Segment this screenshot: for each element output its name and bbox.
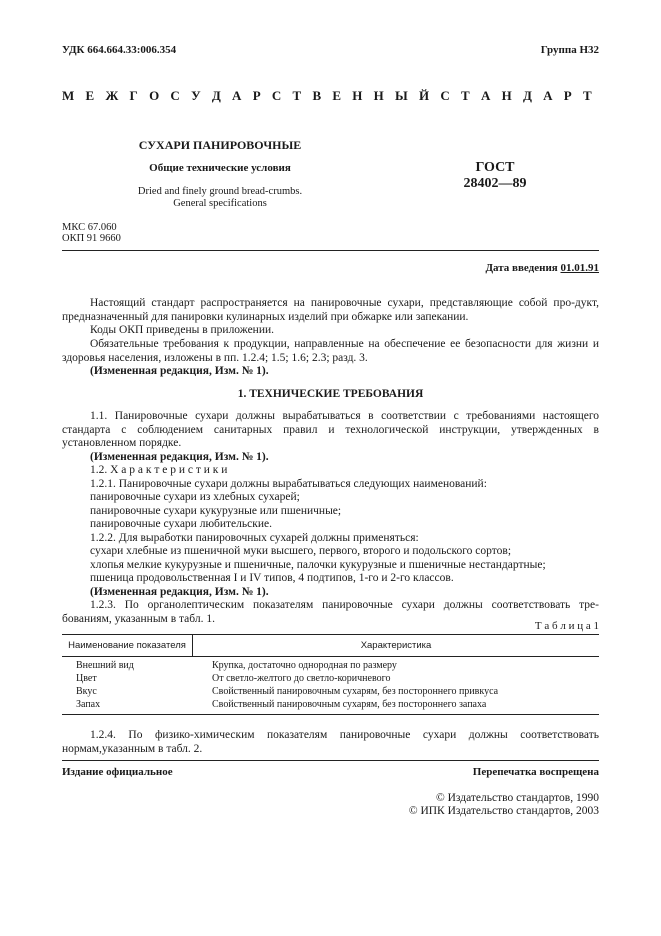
table-cell-characteristic: Крупка, достаточно однородная по размеру (212, 660, 397, 671)
official-edition: Издание официальное (62, 766, 173, 778)
reprint-prohibited: Перепечатка воспрещена (472, 766, 599, 778)
introduction-date-label: Дата введения (485, 262, 558, 274)
list-item: пшеница продовольственная I и IV типов, 4 подтипов, 1-го и 2-го классов. (90, 572, 454, 584)
gost-label: ГОСТ (475, 160, 515, 175)
clause-1-2: 1.2. Х а р а к т е р и с т и к и (90, 464, 228, 476)
udk-code: УДК 664.664.33:006.354 (62, 44, 177, 56)
clause-1-1: 1.1. Панировочные сухари должны вырабатываться в соответствии с требованиями настоящего стандарта с соблюдением санитарных правил и технологической инструкции, утвержденных в установленном порядке. (62, 410, 599, 450)
banner-interstate-standard: М Е Ж Г О С У Д А Р С Т В Е Н Н Ы Й С Т А Н Д А Р Т (62, 88, 595, 103)
table-top-border (62, 634, 599, 635)
intro-paragraph-2: Коды ОКП приведены в приложении. (90, 324, 275, 336)
table-cell-indicator: Внешний вид (76, 660, 134, 671)
table-cell-indicator: Вкус (76, 686, 97, 697)
english-title-line2: General specifications (173, 198, 267, 209)
clause-1-2-2: 1.2.2. Для выработки панировочных сухарей должны применяться: (90, 532, 419, 544)
group-code: Группа Н32 (540, 44, 599, 56)
clause-1-2-3: 1.2.3. По органолептическим показателям панировочные сухари должны соответствовать тре-бованиям, указанным в табл. 1. (62, 599, 599, 625)
table-header-indicator: Наименование показателя (68, 640, 186, 651)
section-1-heading: 1. ТЕХНИЧЕСКИЕ ТРЕБОВАНИЯ (237, 388, 424, 400)
list-item: панировочные сухари кукурузные или пшеничные; (90, 505, 342, 517)
intro-paragraph-1: Настоящий стандарт распространяется на панировочные сухари, представляющие собой про-дукт, предназначенный для панировки кулинарных изделий при обжарке или запекании. (62, 297, 599, 323)
intro-paragraph-3: Обязательные требования к продукции, направленные на обеспечение ее безопасности для жизни и здоровья населения, изложены в пп. 1.2.4; 1.5; 1.6; 2.3; разд. 3. (62, 338, 599, 364)
table-header-border (62, 656, 599, 657)
okp-code: ОКП 91 9660 (62, 233, 121, 244)
table-cell-characteristic: Свойственный панировочным сухарям, без постороннего запаха (212, 699, 487, 710)
table-cell-indicator: Цвет (76, 673, 97, 684)
introduction-date-value: 01.01.91 (560, 262, 599, 274)
title-divider (62, 250, 599, 251)
copyright-2003: © ИПК Издательство стандартов, 2003 (408, 805, 599, 817)
table-cell-characteristic: От светло-желтого до светло-коричневого (212, 673, 391, 684)
table-bottom-border (62, 714, 599, 715)
standard-subtitle: Общие технические условия (149, 162, 291, 174)
footer-divider (62, 760, 599, 761)
list-item: панировочные сухари из хлебных сухарей; (90, 491, 300, 503)
table-caption: Т а б л и ц а 1 (534, 620, 599, 632)
edit-note-1: (Измененная редакция, Изм. № 1). (90, 365, 269, 377)
introduction-date (485, 262, 599, 274)
list-item: панировочные сухари любительские. (90, 518, 272, 530)
table-cell-indicator: Запах (76, 699, 101, 710)
list-item: хлопья мелкие кукурузные и пшеничные, палочки кукурузные и пшеничные нестандартные; (90, 559, 546, 571)
edit-note-2: (Измененная редакция, Изм. № 1). (90, 451, 269, 463)
mks-code: МКС 67.060 (62, 222, 117, 233)
edit-note-3: (Измененная редакция, Изм. № 1). (90, 586, 269, 598)
list-item: сухари хлебные из пшеничной муки высшего, первого, второго и подольского сортов; (90, 545, 512, 557)
standard-title: СУХАРИ ПАНИРОВОЧНЫЕ (138, 138, 302, 152)
gost-number: 28402—89 (463, 176, 527, 191)
table-cell-characteristic: Свойственный панировочным сухарям, без постороннего привкуса (212, 686, 499, 697)
table-header-characteristic: Характеристика (360, 640, 432, 651)
clause-1-2-4: 1.2.4. По физико-химическим показателям панировочные сухари должны соответствовать нормам,указанным в табл. 2. (62, 729, 599, 755)
copyright-1990: © Издательство стандартов, 1990 (435, 792, 599, 804)
english-title-line1: Dried and finely ground bread-crumbs. (137, 186, 303, 197)
clause-1-2-1: 1.2.1. Панировочные сухари должны вырабатываться следующих наименований: (90, 478, 487, 490)
